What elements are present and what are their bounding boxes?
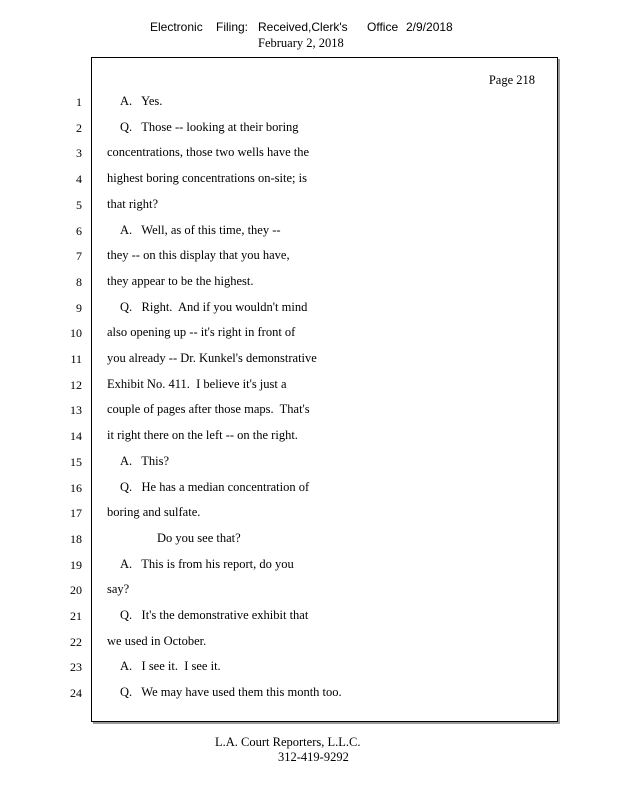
transcript-line: it right there on the left -- on the right. bbox=[107, 428, 298, 442]
line-number: 24 bbox=[70, 686, 82, 700]
line-number: 13 bbox=[70, 403, 82, 417]
transcript-line: Q. He has a median concentration of bbox=[120, 480, 310, 494]
transcript-line: they appear to be the highest. bbox=[107, 274, 254, 288]
transcript-line: concentrations, those two wells have the bbox=[107, 145, 310, 159]
stamp-office: Office bbox=[367, 20, 399, 34]
line-number: 19 bbox=[70, 558, 82, 572]
transcript-line: Q. It's the demonstrative exhibit that bbox=[120, 608, 309, 622]
line-number: 17 bbox=[70, 506, 82, 520]
transcript-line: A. This? bbox=[120, 454, 170, 468]
line-number: 22 bbox=[70, 635, 82, 649]
line-number: 6 bbox=[76, 224, 82, 238]
stamp-received: Received,Clerk's bbox=[258, 20, 348, 34]
transcript-line: they -- on this display that you have, bbox=[107, 248, 290, 262]
line-number: 12 bbox=[70, 378, 82, 392]
line-number: 8 bbox=[76, 275, 82, 289]
page-number: Page 218 bbox=[488, 73, 535, 87]
transcript-line: Do you see that? bbox=[157, 531, 241, 545]
transcript-line: highest boring concentrations on-site; is bbox=[107, 171, 307, 185]
transcript-line: A. Well, as of this time, they -- bbox=[120, 223, 281, 237]
line-number: 10 bbox=[70, 326, 82, 340]
stamp-filing: Filing: bbox=[216, 20, 249, 34]
transcript-line: A. This is from his report, do you bbox=[120, 557, 294, 571]
stamp-date: 2/9/2018 bbox=[406, 20, 453, 34]
transcript-date: February 2, 2018 bbox=[258, 36, 344, 50]
line-number: 5 bbox=[76, 198, 82, 212]
line-number: 23 bbox=[70, 660, 82, 674]
footer-phone: 312-419-9292 bbox=[278, 750, 349, 764]
transcript-line: A. Yes. bbox=[120, 94, 163, 108]
transcript-line: boring and sulfate. bbox=[107, 505, 201, 519]
transcript-line: also opening up -- it's right in front of bbox=[107, 325, 296, 339]
stamp-electronic: Electronic bbox=[150, 20, 203, 34]
line-number: 2 bbox=[76, 121, 82, 135]
transcript-line: Q. Those -- looking at their boring bbox=[120, 120, 299, 134]
transcript-line: that right? bbox=[107, 197, 159, 211]
transcript-line: say? bbox=[107, 582, 130, 596]
transcript-line: you already -- Dr. Kunkel's demonstrative bbox=[107, 351, 317, 365]
line-number: 11 bbox=[70, 352, 82, 366]
transcript-line: couple of pages after those maps. That's bbox=[107, 402, 310, 416]
transcript-line: Q. Right. And if you wouldn't mind bbox=[120, 300, 308, 314]
transcript-line: Q. We may have used them this month too. bbox=[120, 685, 342, 699]
line-number: 1 bbox=[76, 95, 82, 109]
line-number: 3 bbox=[76, 146, 82, 160]
line-number: 7 bbox=[76, 249, 82, 263]
line-number: 9 bbox=[76, 301, 82, 315]
line-number: 14 bbox=[70, 429, 82, 443]
footer-company: L.A. Court Reporters, L.L.C. bbox=[215, 735, 361, 749]
line-number: 15 bbox=[70, 455, 82, 469]
line-number: 16 bbox=[70, 481, 82, 495]
line-number: 21 bbox=[70, 609, 82, 623]
line-number: 18 bbox=[70, 532, 82, 546]
transcript-line: we used in October. bbox=[107, 634, 207, 648]
line-number: 4 bbox=[76, 172, 82, 186]
transcript-line: Exhibit No. 411. I believe it's just a bbox=[107, 377, 287, 391]
transcript-line: A. I see it. I see it. bbox=[120, 659, 221, 673]
line-number: 20 bbox=[70, 583, 82, 597]
